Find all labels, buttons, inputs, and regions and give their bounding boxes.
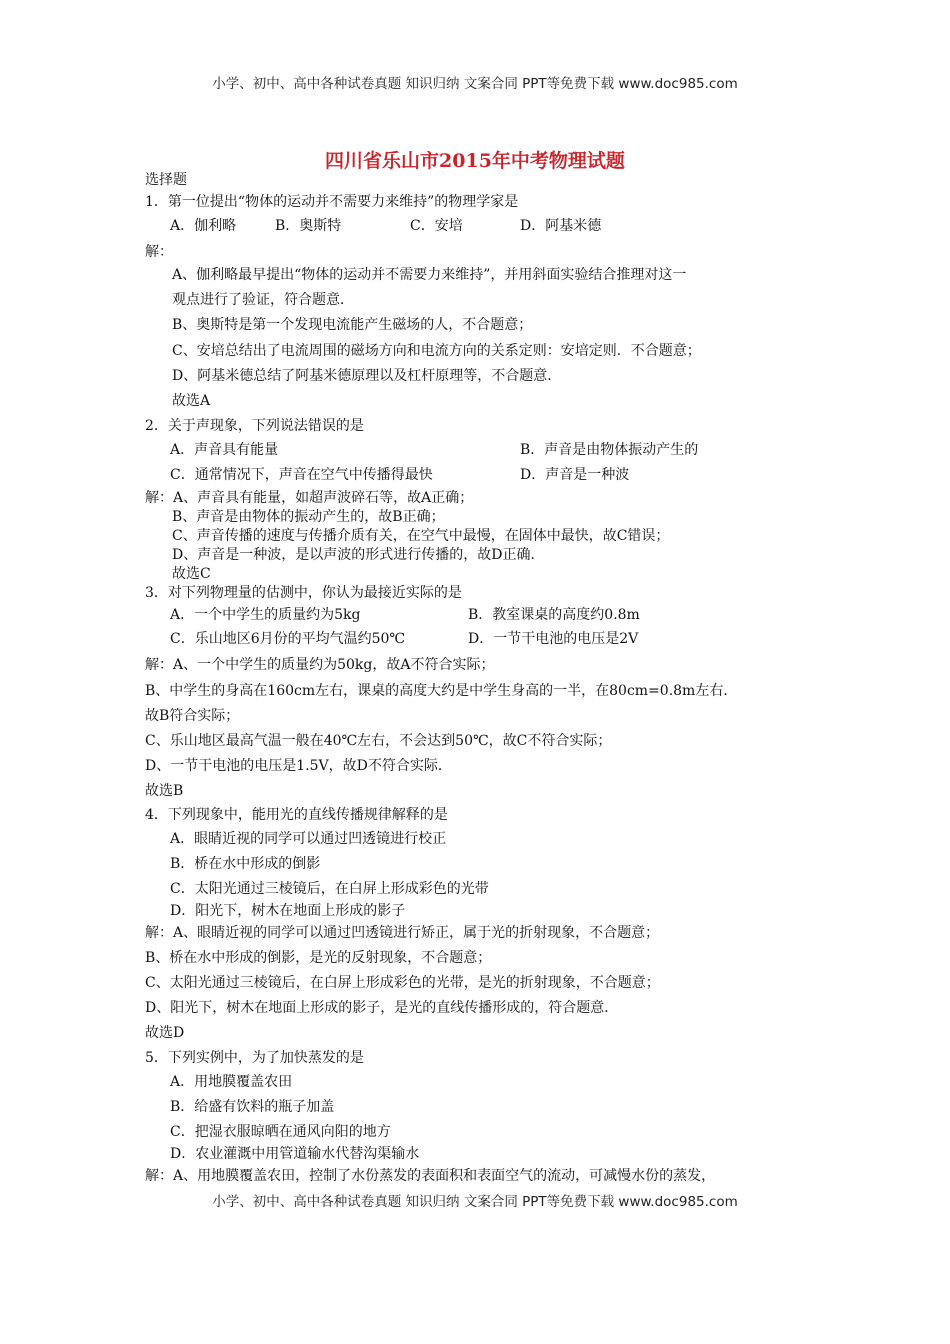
question-5-stem: 5．下列实例中，为了加快蒸发的是: [145, 1050, 364, 1066]
document-title: 四川省乐山市2015年中考物理试题: [325, 150, 625, 172]
q4-option-c: C．太阳光通过三棱镜后，在白屏上形成彩色的光带: [170, 881, 489, 897]
q2-answer: 故选C: [172, 566, 211, 582]
q3-answer: 故选B: [145, 783, 184, 799]
q1-solution-line: 观点进行了验证，符合题意．: [172, 292, 354, 308]
q1-solution-line: A、伽利略最早提出“物体的运动并不需要力来维持”，并用斜面实验结合推理对这一: [172, 267, 687, 283]
q4-option-a: A．眼睛近视的同学可以通过凹透镜进行校正: [170, 831, 447, 847]
question-1-stem: 1．第一位提出“物体的运动并不需要力来维持”的物理学家是: [145, 194, 519, 210]
q2-option-a: A．声音具有能量: [170, 442, 279, 458]
q1-solution-line: C、安培总结出了电流周围的磁场方向和电流方向的关系定则：安培定则．不合题意；: [172, 343, 701, 359]
section-heading: 选择题: [145, 172, 187, 188]
q5-option-d: D．农业灌溉中用管道输水代替沟渠输水: [170, 1146, 420, 1162]
q1-solution-label: 解：: [145, 244, 173, 260]
page-header: 小学、初中、高中各种试卷真题 知识归纳 文案合同 PPT等免费下载 www.doc985.com: [212, 76, 738, 92]
q4-solution-line: B、桥在水中形成的倒影，是光的反射现象，不合题意；: [145, 950, 492, 966]
q2-solution-line: C、声音传播的速度与传播介质有关，在空气中最慢，在固体中最快，故C错误；: [172, 528, 670, 544]
q2-option-c: C．通常情况下，声音在空气中传播得最快: [170, 467, 433, 483]
q3-solution-line: B、中学生的身高在160cm左右，课桌的高度大约是中学生身高的一半，在80cm=0.8m左右．: [145, 683, 738, 699]
q3-option-a: A．一个中学生的质量约为5kg: [170, 607, 361, 623]
q4-option-b: B．桥在水中形成的倒影: [170, 856, 321, 872]
q3-solution-line: 故B符合实际；: [145, 708, 240, 724]
q5-option-a: A．用地膜覆盖农田: [170, 1074, 293, 1090]
page-footer: 小学、初中、高中各种试卷真题 知识归纳 文案合同 PPT等免费下载 www.doc985.com: [212, 1194, 738, 1210]
q1-option-b: B．奥斯特: [275, 218, 342, 234]
q1-option-c: C．安培: [410, 218, 463, 234]
q4-solution-line: D、阳光下，树木在地面上形成的影子，是光的直线传播形成的，符合题意．: [145, 1000, 619, 1016]
q1-answer: 故选A: [172, 393, 211, 409]
q5-option-c: C．把湿衣服晾晒在通风向阳的地方: [170, 1124, 391, 1140]
q4-answer: 故选D: [145, 1025, 185, 1041]
q5-solution-line: 解：A、用地膜覆盖农田，控制了水份蒸发的表面积和表面空气的流动，可减慢水份的蒸发，: [145, 1168, 716, 1184]
q5-option-b: B．给盛有饮料的瓶子加盖: [170, 1099, 335, 1115]
question-3-stem: 3．对下列物理量的估测中，你认为最接近实际的是: [145, 585, 462, 601]
q2-solution-line: D、声音是一种波，是以声波的形式进行传播的，故D正确．: [172, 547, 545, 563]
q4-solution-line: 解：A、眼睛近视的同学可以通过凹透镜进行矫正，属于光的折射现象，不合题意；: [145, 925, 660, 941]
q2-solution-line: 解：A、声音具有能量，如超声波碎石等，故A正确；: [145, 490, 474, 506]
question-4-stem: 4．下列现象中，能用光的直线传播规律解释的是: [145, 807, 448, 823]
q1-option-d: D．阿基米德: [520, 218, 602, 234]
q3-option-c: C．乐山地区6月份的平均气温约50℃: [170, 631, 406, 647]
q2-solution-line: B、声音是由物体的振动产生的，故B正确；: [172, 509, 445, 525]
q3-option-b: B．教室课桌的高度约0.8m: [468, 607, 640, 623]
question-2-stem: 2．关于声现象，下列说法错误的是: [145, 418, 364, 434]
q4-option-d: D．阳光下，树木在地面上形成的影子: [170, 903, 406, 919]
q4-solution-line: C、太阳光通过三棱镜后，在白屏上形成彩色的光带，是光的折射现象，不合题意；: [145, 975, 660, 991]
q2-option-b: B．声音是由物体振动产生的: [520, 442, 699, 458]
q1-option-a: A．伽利略: [170, 218, 237, 234]
q1-solution-line: D、阿基米德总结了阿基米德原理以及杠杆原理等，不合题意．: [172, 368, 562, 384]
q3-solution-line: 解：A、一个中学生的质量约为50kg，故A不符合实际；: [145, 657, 495, 673]
q3-solution-line: D、一节干电池的电压是1.5V，故D不符合实际．: [145, 758, 452, 774]
q2-option-d: D．声音是一种波: [520, 467, 630, 483]
q3-option-d: D．一节干电池的电压是2V: [468, 631, 639, 647]
q3-solution-line: C、乐山地区最高气温一般在40℃左右，不会达到50℃，故C不符合实际；: [145, 733, 612, 749]
q1-solution-line: B、奥斯特是第一个发现电流能产生磁场的人，不合题意；: [172, 317, 533, 333]
